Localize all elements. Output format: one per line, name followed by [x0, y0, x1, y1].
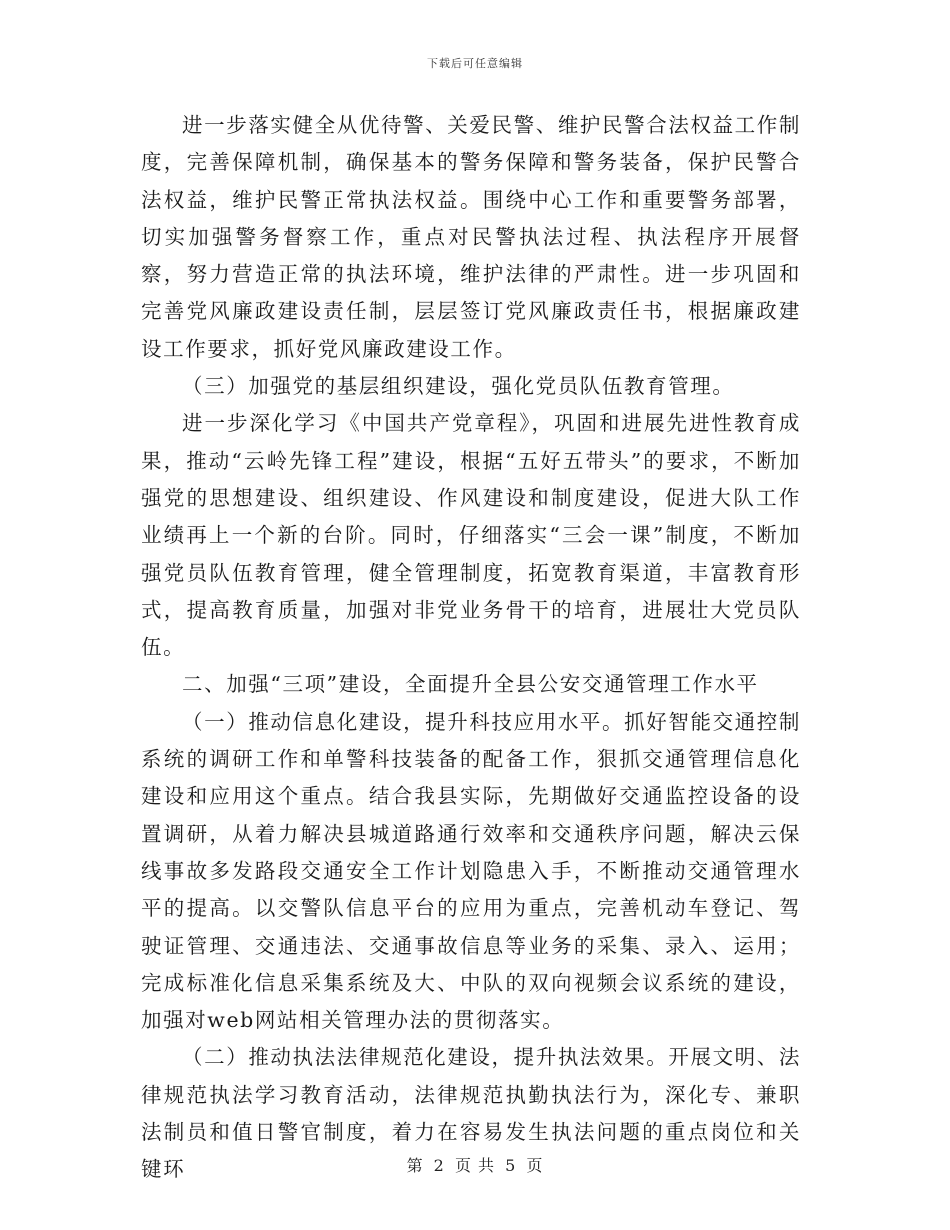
paragraph-police-welfare: 进一步落实健全从优待警、关爱民警、维护民警合法权益工作制度，完善保障机制，确保基本的警务保障和警务装备，保护民警合法权益，维护民警正常执法权益。围绕中心工作和重要警务部署，切实加强警务督察工作，重点对民警执法过程、执法程序开展督察，努力营造正常的执法环境，维护法律的严肃性。进一步巩固和完善党风廉政建设责任制，层层签订党风廉政责任书，根据廉政建设工作要求，抓好党风廉政建设工作。 — [141, 113, 801, 361]
section-heading-party-organization: （三）加强党的基层组织建设，强化党员队伍教育管理。 — [182, 374, 735, 399]
paragraph-party-education: 进一步深化学习《中国共产党章程》，巩固和进展先进性教育成果，推动“云岭先锋工程”建设，根据“五好五带头”的要求，不断加强党的思想建设、组织建设、作风建设和制度建设，促进大队工作业绩再上一个新的台阶。同时，仔细落实“三会一课”制度，不断加强党员队伍教育管理，健全管理制度，拓宽教育渠道，丰富教育形式，提高教育质量，加强对非党业务骨干的培育，进展壮大党员队伍。 — [141, 411, 801, 660]
footer-page-number: 2 — [433, 1156, 445, 1175]
footer-prefix: 第 — [406, 1156, 424, 1175]
paragraph-law-enforcement: （二）推动执法法律规范化建设，提升执法效果。开展文明、法律规范执法学习教育活动，法律规范执勤执法行为，深化专、兼职法制员和值日警官制度，着力在容易发生执法问题的重点岗位和关键环 — [141, 1045, 801, 1182]
section-heading-three-constructions: 二、加强“三项”建设，全面提升全县公安交通管理工作水平 — [182, 672, 759, 697]
page-header: 下载后可任意编辑 — [427, 57, 523, 70]
footer-total-pages: 5 — [505, 1156, 517, 1175]
footer-suffix: 页 — [526, 1156, 544, 1175]
document-body — [141, 107, 801, 1189]
page-footer — [0, 1153, 950, 1176]
paragraph-informatization: （一）推动信息化建设，提升科技应用水平。抓好智能交通控制系统的调研工作和单警科技装备的配备工作，狠抓交通管理信息化建设和应用这个重点。结合我县实际，先期做好交通监控设备的设置调研，从着力解决县城道路通行效率和交通秩序问题，解决云保线事故多发路段交通安全工作计划隐患入手，不断推动交通管理水平的提高。以交警队信息平台的应用为重点，完善机动车登记、驾驶证管理、交通违法、交通事故信息等业务的采集、录入、运用；完成标准化信息采集系统及大、中队的双向视频会议系统的建设，加强对web网站相关管理办法的贯彻落实。 — [141, 709, 801, 1033]
footer-middle: 页 共 — [454, 1156, 496, 1175]
